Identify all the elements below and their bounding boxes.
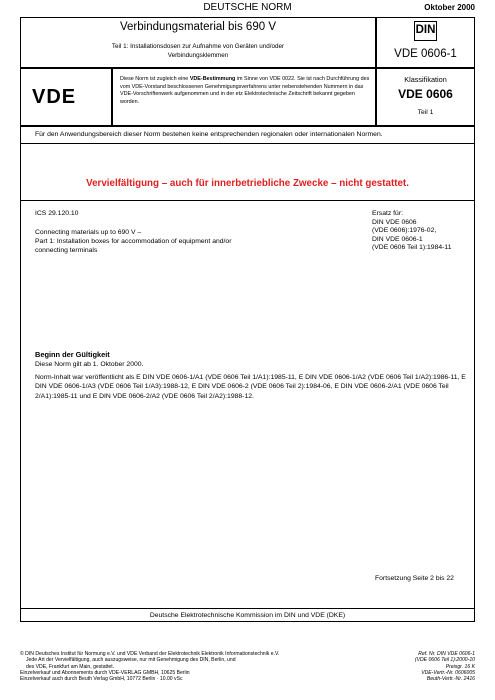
replaces-line-3: (VDE 0606):1976-02, [372,227,437,234]
din-logo: DIN [414,21,437,41]
footer-left-line-2: Jede Art der Vervielfältigung, auch auszugsweise, nur mit Genehmigung des DIN, Berlin, und [26,657,236,664]
english-title-line-2: Part 1: Installation boxes for accommodation of equipment and/or [35,238,232,245]
scope-note: Für den Anwendungsbereich dieser Norm bestehen keine entsprechenden regionalen oder internationalen Normen. [35,131,383,138]
footer-right-line-4: VDE-Vertr.-Nr. 0606005 [421,669,475,676]
vde-description-box [112,68,376,126]
classification-value: VDE 0606 [398,87,453,101]
reference-footer [355,651,475,682]
subtitle-line-1: Teil 1: Installationsdosen zur Aufnahme von Geräten und/oder [111,43,285,50]
footer-left-line-4: Einzelverkauf und Abonnements durch VDE-VERLAG GMBH, 10625 Berlin [20,669,190,676]
classification-box [376,68,475,126]
footer-right-line-5: Beuth-Vertr.-Nr. 2416 [426,676,475,683]
vde-logo-box [20,68,112,126]
previous-drafts-text: Norm-Inhalt war veröffentlicht als E DIN VDE 0606-1/A1 (VDE 0606 Teil 1/A1):1985-11, E DIN VDE 0606-1/A2 (VDE 0606 Teil 1/A2):1986-11, E DIN VDE 0606-1/A3 (VDE 0606 Teil 1/A3):1988-12, E DIN VDE 0606-2 (VDE 0606 Teil 2):1984-06, E DIN VDE 0606-2/A1 (VDE 0606 Teil 2/A1):1985-11 und E DIN VDE 0606-2/A2 (VDE 0606 Teil 2/A2):1988-12. [35,374,466,400]
document-title: Verbindungsmaterial bis 690 V [120,21,276,33]
divider [20,200,475,201]
replaces-line-2: DIN VDE 0606 [372,218,417,226]
english-title [35,228,255,255]
continuation-note: Fortsetzung Seite 2 bis 22 [375,575,454,582]
english-title-line-3: connecting terminals [35,247,98,254]
validity-text: Diese Norm gilt ab 1. Oktober 2000. [35,361,144,368]
copy-warning: Vervielfältigung – auch für innerbetriebliche Zwecke – nicht gestattet. [86,178,409,189]
vde-logo: VDE [32,86,77,108]
subtitle-line-2: Verbindungsklemmen [167,52,229,59]
commission-name: Deutsche Elektrotechnische Kommission im DIN und VDE (DKE) [149,612,346,619]
footer-right-line-1: Ref. Nr. DIN VDE 0606-1 [418,651,475,657]
ics-code: ICS 29.120.10 [35,210,79,217]
description-part-2: im Sinne von VDE 0022. Sie ist nach Durchführung des vom VDE-Vorstand beschlossenen Genehmigungsverfahrens unter nebenstehenden Nummern in das VDE-Vorschriftenwerk aufgenommen und in der etz Elektrotechnische Zeitschrift bekannt gegeben worden. [120,76,370,105]
vde-description [120,76,372,106]
english-title-line-1: Connecting materials up to 690 V – [35,229,142,236]
replaces-line-5: (VDE 0606 Teil 1):1984-11 [372,244,452,251]
replaces-line-4: DIN VDE 0606-1 [372,235,423,243]
replaces-block [372,210,472,253]
title-box [20,17,376,68]
document-subtitle [21,42,375,60]
footer-left-line-5: Einzelverkauf auch durch Beuth Verlag GmbH, 10772 Berlin · 10.00 vSc [20,676,183,683]
footer-left-line-1: © DIN Deutsches Institut für Normung e.V. und VDE Verband der Elektrotechnik Elektronik Informationstechnik e.V. [20,651,280,657]
document-type-label: DEUTSCHE NORM [203,2,292,13]
divider [20,143,475,144]
footer-right-line-2: (VDE 0606 Teil 1):2000-10 [414,657,475,664]
din-box [376,17,475,68]
divider [20,608,475,609]
footer-right-line-3: Preisgr. 16 K [445,663,475,670]
validity-heading: Beginn der Gültigkeit [35,350,110,359]
description-part-1: Diese Norm ist zugleich eine [120,76,190,82]
footer-left-line-3: des VDE, Frankfurt am Main, gestattet. [26,663,115,670]
replaces-line-1: Ersatz für: [372,210,403,217]
classification-label: Klassifikation [404,75,447,84]
din-number: VDE 0606-1 [394,48,457,60]
publication-date: Oktober 2000 [424,3,475,12]
copyright-footer [20,651,380,682]
classification-part: Teil 1 [417,109,434,116]
description-bold: VDE-Bestimmung [189,76,236,82]
